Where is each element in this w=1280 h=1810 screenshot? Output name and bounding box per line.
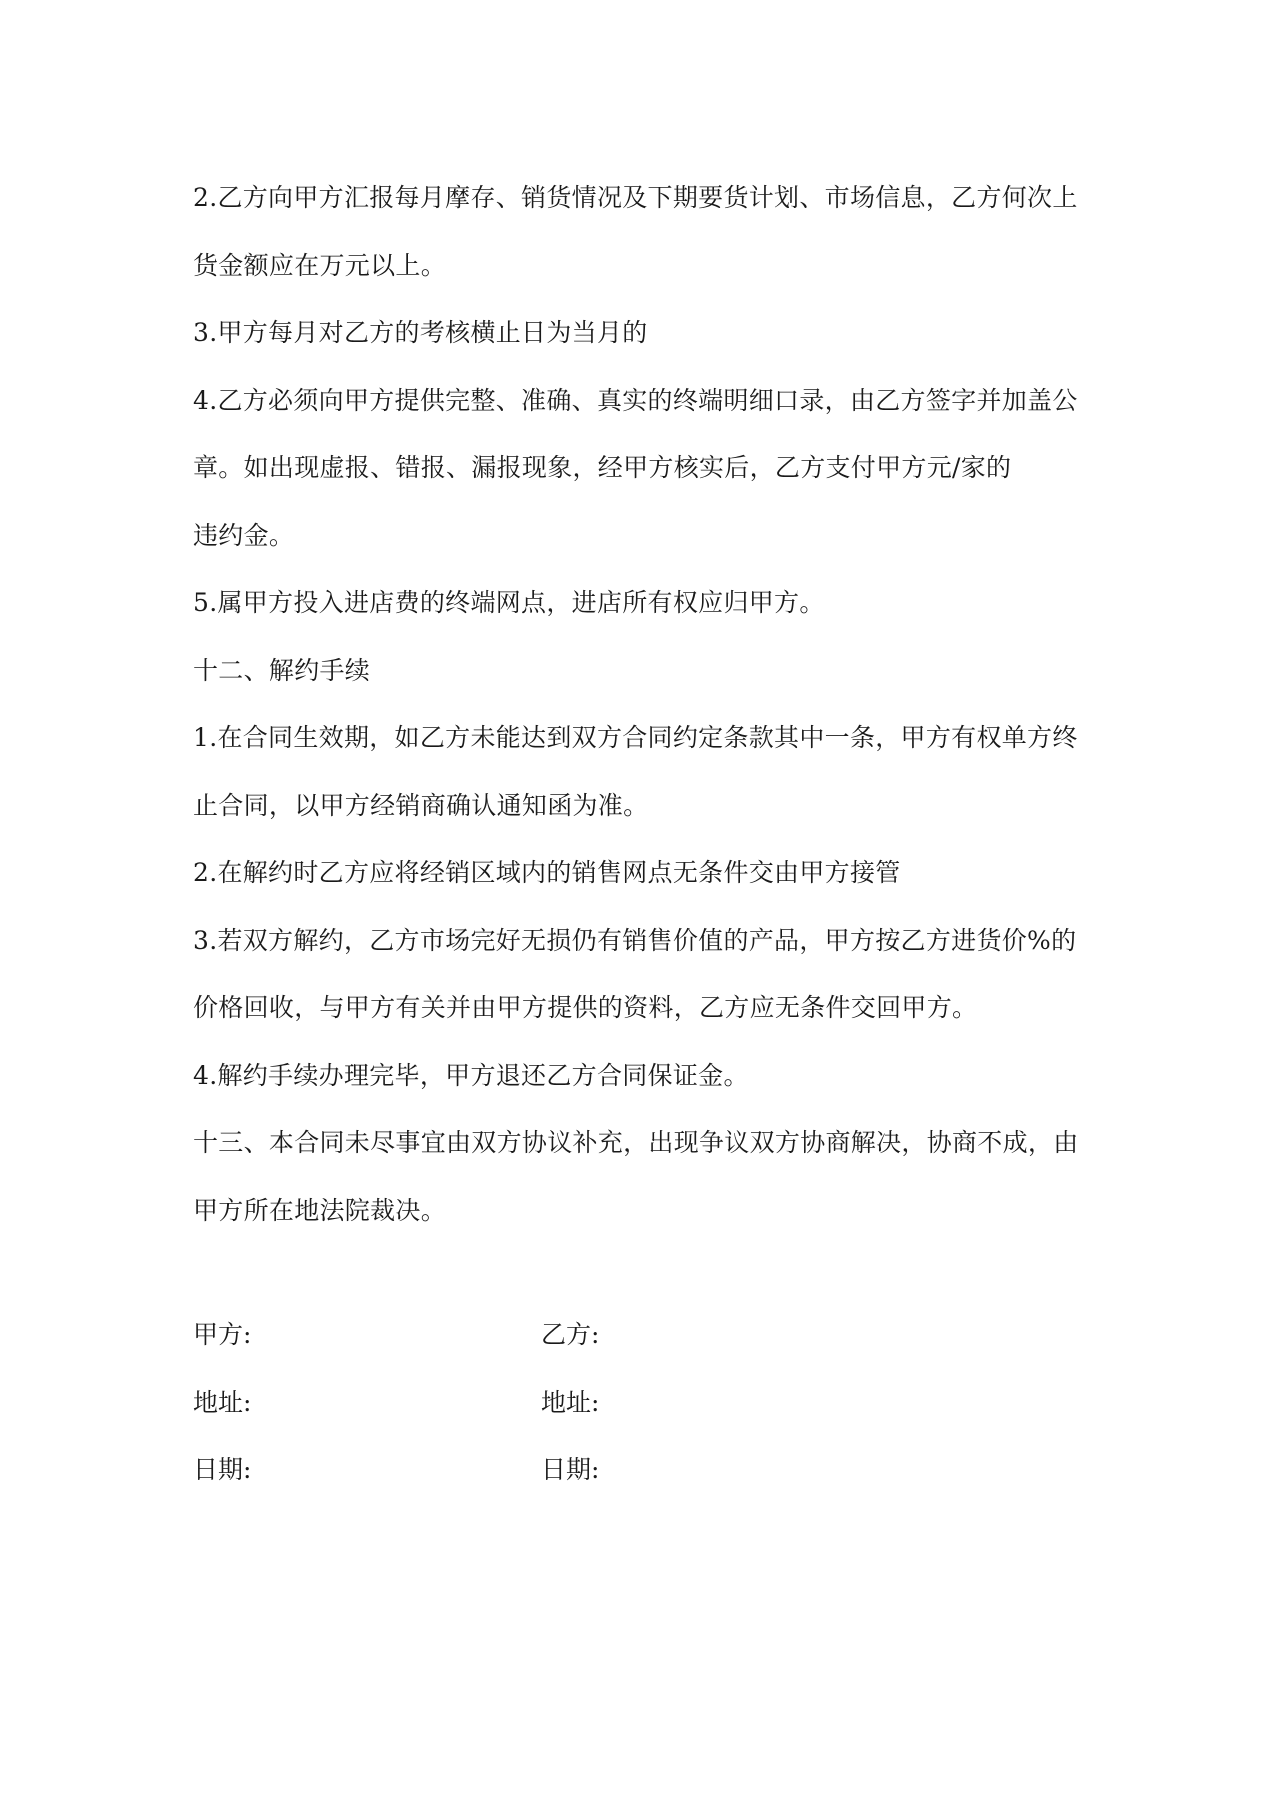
clause-line: 货金额应在万元以上。 (193, 250, 447, 280)
clause-line: 1.在合同生效期，如乙方未能达到双方合同约定条款其中一条，甲方有权单方终 (193, 723, 1078, 752)
party-b-label: 乙方: (541, 1320, 600, 1349)
section-heading: 十二、解约手续 (193, 655, 371, 685)
party-b-date-label: 日期: (541, 1455, 600, 1484)
clause-line: 3.若双方解约，乙方市场完好无损仍有销售价值的产品，甲方按乙方进货价%的 (193, 925, 1077, 955)
section-heading: 十三、本合同未尽事宜由双方协议补充，出现争议双方协商解决，协商不成，由 (193, 1128, 1079, 1157)
clause-line: 5.属甲方投入进店费的终端网点，进店所有权应归甲方。 (193, 588, 825, 617)
clause-line: 2.在解约时乙方应将经销区域内的销售网点无条件交由甲方接管 (193, 858, 901, 887)
party-a-date-label: 日期: (193, 1455, 252, 1484)
signature-block (193, 1301, 1093, 1504)
clause-line: 价格回收，与甲方有关并由甲方提供的资料，乙方应无条件交回甲方。 (193, 993, 978, 1022)
clause-line: 4.乙方必须向甲方提供完整、准确、真实的终端明细口录，由乙方签字并加盖公 (193, 385, 1078, 415)
signature-row-address (193, 1369, 1093, 1437)
party-a-address-label: 地址: (193, 1387, 252, 1417)
clause-line: 违约金。 (193, 520, 295, 550)
signature-row-date (193, 1436, 1093, 1504)
signature-row-party (193, 1301, 1093, 1369)
clause-line: 止合同，以甲方经销商确认通知函为准。 (193, 790, 649, 820)
party-a-label: 甲方: (193, 1320, 252, 1349)
clause-line: 章。如出现虚报、错报、漏报现象，经甲方核实后，乙方支付甲方元/家的 (193, 453, 1012, 482)
clause-line: 2.乙方向甲方汇报每月摩存、销货情况及下期要货计划、市场信息，乙方何次上 (193, 183, 1078, 212)
clause-line: 3.甲方每月对乙方的考核横止日为当月的 (193, 318, 648, 347)
clause-line: 甲方所在地法院裁决。 (193, 1195, 447, 1225)
contract-body (193, 164, 1093, 1244)
clause-line: 4.解约手续办理完毕，甲方退还乙方合同保证金。 (193, 1060, 749, 1090)
party-b-address-label: 地址: (541, 1387, 600, 1417)
